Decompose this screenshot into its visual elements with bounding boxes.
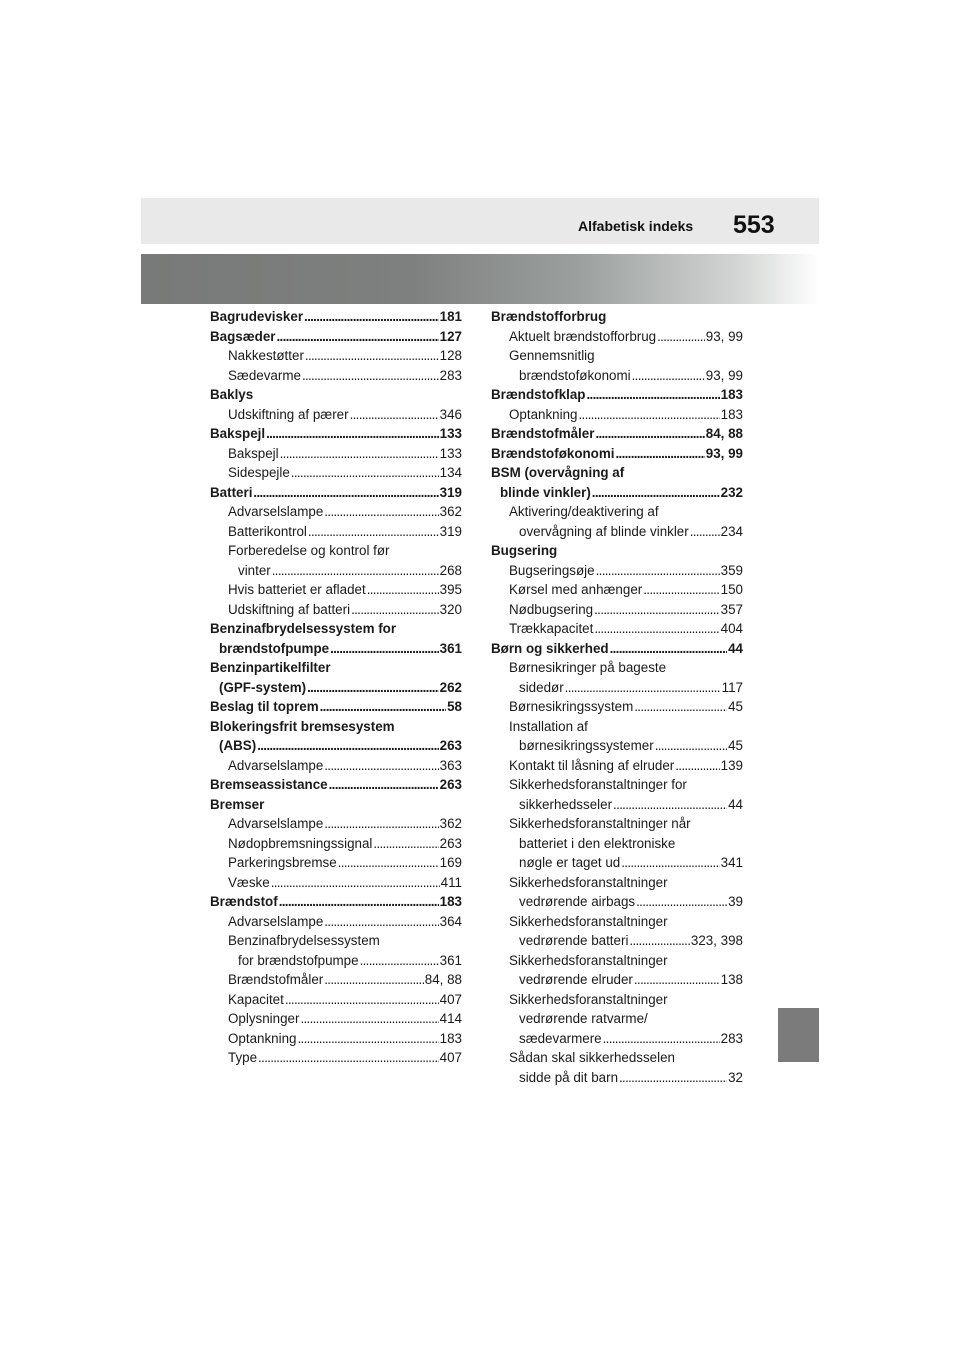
index-entry (491, 970, 743, 990)
index-entry (210, 814, 462, 834)
index-entry-page: 407 (439, 991, 462, 1007)
index-entry-page: 359 (720, 562, 743, 578)
index-entry-term: Sidespejle (228, 465, 290, 480)
dot-leader (338, 853, 439, 873)
index-entry-page: 323, 398 (690, 933, 743, 948)
index-entry-page: 133 (439, 445, 462, 461)
index-entry-term: Brændstofmåler (491, 426, 595, 441)
index-entry-page: 117 (721, 679, 743, 695)
index-entry (210, 483, 462, 503)
index-entry-page: 341 (720, 855, 743, 870)
dot-leader (360, 951, 439, 971)
index-entry (210, 522, 462, 542)
index-entry (210, 1048, 462, 1068)
index-entry (491, 463, 743, 483)
index-entry (210, 951, 462, 971)
index-entry (491, 931, 743, 951)
index-entry-page: 93, 99 (705, 367, 743, 383)
index-entry-term: for brændstofpumpe (238, 952, 359, 968)
index-entry-term: Advarselslampe (228, 816, 324, 831)
dot-leader (324, 756, 438, 776)
index-entry-page: 183 (720, 387, 743, 402)
index-column-right (491, 307, 743, 1087)
dot-leader (619, 1068, 727, 1088)
index-entry-term: sidedør (519, 679, 564, 695)
index-entry-term: Forberedelse og kontrol før (228, 543, 390, 558)
index-entry (210, 853, 462, 873)
dot-leader (285, 990, 439, 1010)
section-title: Alfabetisk indeks (578, 218, 694, 234)
index-entry (491, 678, 743, 698)
index-entry-page: 84, 88 (705, 426, 743, 441)
index-entry (210, 756, 462, 776)
index-entry-term: Sikkerhedsforanstaltninger (509, 913, 668, 929)
index-entry-term: Sikkerhedsforanstaltninger (509, 874, 668, 890)
dot-leader (351, 600, 439, 620)
index-entry-term: Nødopbremsningssignal (228, 835, 373, 851)
index-entry (210, 580, 462, 600)
dot-leader (308, 522, 439, 542)
index-entry-term: Aktivering/deaktivering af (509, 504, 659, 519)
index-entry-term: Børnesikringssystem (509, 699, 634, 714)
dot-leader (350, 405, 439, 425)
dot-leader (330, 639, 439, 659)
index-entry-term: vedrørende ratvarme/ (519, 1011, 648, 1026)
index-entry (210, 405, 462, 425)
index-entry (491, 853, 743, 873)
index-entry (210, 931, 462, 951)
dot-leader (324, 970, 424, 990)
dot-leader (690, 522, 720, 542)
index-entry-term: sædevarmere (519, 1030, 602, 1046)
index-entry (491, 717, 743, 737)
index-entry-page: 84, 88 (424, 972, 462, 987)
index-entry-term: Udskiftning af batteri (228, 601, 351, 617)
index-entry-page: 44 (728, 796, 743, 812)
index-entry-term: batteriet i den elektroniske (519, 835, 676, 851)
index-entry (491, 327, 743, 347)
index-entry (491, 600, 743, 620)
index-entry (491, 697, 743, 717)
index-entry-page: 414 (439, 1011, 462, 1026)
index-entry-term: Nakkestøtter (228, 348, 304, 363)
index-entry (491, 1029, 743, 1049)
index-entry-page: 181 (439, 309, 462, 324)
index-entry (491, 775, 743, 795)
index-entry-term: Bakspejl (228, 445, 279, 461)
dot-leader (373, 834, 438, 854)
index-entry-page: 395 (439, 582, 462, 597)
index-entry-term: Trækkapacitet (509, 621, 594, 636)
index-entry-term: vedrørende batteri (519, 933, 629, 948)
index-entry (491, 639, 743, 659)
index-entry-term: Blokeringsfrit bremsesystem (210, 718, 395, 734)
dot-leader (643, 580, 719, 600)
index-entry-term: Batteri (210, 484, 253, 500)
dot-leader (675, 756, 719, 776)
index-entry (491, 424, 743, 444)
index-entry (491, 658, 743, 678)
dot-leader (592, 483, 720, 503)
dot-leader (367, 580, 439, 600)
dot-leader (615, 444, 704, 464)
index-entry-page: 139 (720, 757, 743, 773)
index-entry-term: Brændstofmåler (228, 972, 324, 987)
index-entry-term: sikkerhedsseler (519, 796, 613, 812)
index-entry-page: 39 (728, 894, 743, 909)
index-entry-term: blinde vinkler) (500, 484, 591, 500)
index-entry-page: 234 (720, 523, 743, 539)
index-entry-page: 44 (728, 640, 743, 656)
index-entry (491, 951, 743, 971)
index-entry-page: 407 (439, 1050, 462, 1065)
dot-leader (610, 639, 728, 659)
index-entry (491, 795, 743, 815)
index-entry-term: Batterikontrol (228, 523, 307, 539)
dot-leader (298, 1029, 439, 1049)
index-entry (210, 541, 462, 561)
index-entry-page: 357 (720, 601, 743, 617)
index-entry-page: 319 (439, 484, 462, 500)
dot-leader (613, 795, 727, 815)
index-entry-page: 58 (447, 699, 462, 714)
dot-leader (595, 424, 704, 444)
index-entry-page: 169 (439, 855, 462, 870)
section-side-tab (778, 1008, 819, 1062)
index-entry-term: nøgle er taget ud (519, 855, 621, 870)
index-entry (210, 658, 462, 678)
index-entry-term: brændstofpumpe (219, 640, 330, 656)
index-entry-page: 183 (439, 1030, 462, 1046)
index-entry-page: 127 (439, 328, 462, 344)
index-entry (210, 775, 462, 795)
index-entry-page: 364 (439, 913, 462, 929)
index-entry (491, 366, 743, 386)
index-entry-term: overvågning af blinde vinkler (519, 523, 689, 539)
dot-leader (258, 1048, 439, 1068)
index-entry-term: Oplysninger (228, 1011, 300, 1026)
index-entry (210, 385, 462, 405)
index-entry-term: Sikkerhedsforanstaltninger (509, 991, 668, 1007)
dot-leader (596, 561, 720, 581)
index-entry (491, 990, 743, 1010)
index-entry (210, 327, 462, 347)
index-entry-term: Bugseringsøje (509, 562, 595, 578)
index-entry-term: Sådan skal sikkerhedsselen (509, 1050, 675, 1065)
index-entry (491, 522, 743, 542)
index-entry-page: 320 (439, 601, 462, 617)
dot-leader (257, 736, 438, 756)
index-entry-term: Installation af (509, 718, 588, 734)
page-number: 553 (733, 211, 775, 239)
index-entry-page: 283 (720, 1030, 743, 1046)
index-entry-term: Sædevarme (228, 367, 301, 383)
index-entry-page: 93, 99 (705, 445, 743, 461)
index-entry-term: Sikkerhedsforanstaltninger for (509, 777, 687, 792)
dot-leader (324, 912, 438, 932)
index-entry-term: Bremser (210, 796, 265, 812)
index-entry (210, 600, 462, 620)
index-entry-term: Gennemsnitlig (509, 348, 595, 363)
index-entry-term: Benzinpartikelfilter (210, 660, 331, 675)
index-entry-term: vedrørende elruder (519, 972, 633, 987)
index-entry (210, 678, 462, 698)
index-entry (210, 444, 462, 464)
dot-leader (307, 678, 439, 698)
index-entry-term: Optankning (509, 406, 578, 422)
index-entry (491, 619, 743, 639)
index-entry (210, 970, 462, 990)
index-entry-term: Bugsering (491, 543, 558, 558)
index-entry-page: 268 (439, 562, 462, 578)
index-entry (210, 502, 462, 522)
index-entry-page: 262 (439, 679, 462, 695)
index-entry (491, 502, 743, 522)
index-entry-term: Børnesikringer på bageste (509, 660, 667, 675)
index-entry (491, 892, 743, 912)
dot-leader (621, 853, 719, 873)
index-entry-page: 411 (440, 874, 462, 890)
index-entry-term: (GPF-system) (219, 679, 307, 695)
index-entry-page: 93, 99 (705, 328, 743, 344)
dot-leader (587, 385, 720, 405)
dot-leader (280, 444, 439, 464)
index-entry (210, 892, 462, 912)
dot-leader (603, 1029, 720, 1049)
index-entry-term: Brændstofklap (491, 387, 586, 402)
dot-leader (253, 483, 438, 503)
index-entry-term: brændstoføkonomi (519, 367, 631, 383)
dot-leader (634, 697, 727, 717)
index-entry (210, 561, 462, 581)
index-entry (210, 717, 462, 737)
gradient-banner (141, 254, 819, 304)
index-entry (210, 990, 462, 1010)
index-entry-page: 150 (720, 582, 743, 597)
index-entry (491, 1048, 743, 1068)
index-entry (491, 912, 743, 932)
dot-leader (636, 892, 727, 912)
index-entry (491, 483, 743, 503)
index-entry (491, 346, 743, 366)
index-entry-term: Udskiftning af pærer (228, 406, 349, 422)
index-entry-page: 263 (439, 777, 462, 792)
index-entry-term: Kapacitet (228, 991, 284, 1007)
index-entry (491, 561, 743, 581)
index-entry-page: 361 (439, 640, 462, 656)
index-entry-page: 45 (728, 738, 743, 753)
dot-leader (324, 502, 438, 522)
index-entry-term: Sikkerhedsforanstaltninger (509, 952, 668, 968)
index-entry (210, 873, 462, 893)
dot-leader (291, 463, 439, 483)
index-entry (210, 834, 462, 854)
index-entry-term: Brændstofforbrug (491, 309, 607, 324)
dot-leader (277, 327, 439, 347)
index-entry-term: Bagrudevisker (210, 309, 304, 324)
index-entry-term: Brændstoføkonomi (491, 445, 615, 461)
dot-leader (579, 405, 720, 425)
index-entry (491, 307, 743, 327)
index-entry-term: Parkeringsbremse (228, 855, 337, 870)
index-entry (210, 639, 462, 659)
index-entry (210, 619, 462, 639)
index-entry-term: Kontakt til låsning af elruder (509, 757, 675, 773)
dot-leader (594, 619, 719, 639)
index-entry (491, 834, 743, 854)
index-entry-term: Advarselslampe (228, 913, 324, 929)
index-entry-term: Børn og sikkerhed (491, 640, 609, 656)
dot-leader (634, 970, 720, 990)
index-entry-page: 319 (439, 523, 462, 539)
index-entry (210, 366, 462, 386)
dot-leader (305, 346, 439, 366)
index-entry-term: Hvis batteriet er afladet (228, 582, 366, 597)
index-entry-term: Bremseassistance (210, 777, 328, 792)
index-entry-page: 346 (439, 406, 462, 422)
index-entry (491, 756, 743, 776)
index-entry (210, 912, 462, 932)
index-entry (210, 697, 462, 717)
index-entry (491, 444, 743, 464)
index-entry-term: vinter (238, 562, 271, 578)
index-entry-page: 45 (728, 699, 743, 714)
dot-leader (266, 424, 439, 444)
dot-leader (304, 307, 439, 327)
dot-leader (632, 366, 705, 386)
index-entry-term: Baklys (210, 387, 254, 402)
index-entry-page: 134 (439, 465, 462, 480)
index-entry (491, 405, 743, 425)
index-entry (491, 736, 743, 756)
index-entry (210, 1009, 462, 1029)
index-entry-term: vedrørende airbags (519, 894, 636, 909)
index-entry-term: Brændstof (210, 894, 278, 909)
dot-leader (329, 775, 439, 795)
index-entry-page: 32 (728, 1069, 743, 1085)
index-entry-term: Advarselslampe (228, 757, 324, 773)
index-entry-term: børnesikringssystemer (519, 738, 654, 753)
index-entry (491, 541, 743, 561)
index-entry (210, 1029, 462, 1049)
index-entry-term: Bagsæder (210, 328, 276, 344)
index-entry-term: Benzinafbrydelsessystem for (210, 621, 397, 636)
index-entry-page: 138 (720, 972, 743, 987)
index-entry-page: 183 (439, 894, 462, 909)
index-entry (491, 580, 743, 600)
index-entry (491, 814, 743, 834)
index-entry-term: Type (228, 1050, 258, 1065)
index-entry-page: 133 (439, 426, 462, 441)
index-entry-term: Optankning (228, 1030, 297, 1046)
index-entry-term: Væske (228, 874, 270, 890)
index-entry (210, 736, 462, 756)
dot-leader (272, 561, 439, 581)
dot-leader (655, 736, 727, 756)
dot-leader (324, 814, 438, 834)
index-entry-page: 183 (720, 406, 743, 422)
index-entry (210, 307, 462, 327)
index-entry (491, 873, 743, 893)
index-entry-page: 363 (439, 757, 462, 773)
index-entry-term: BSM (overvågning af (491, 465, 625, 480)
index-entry-page: 283 (439, 367, 462, 383)
index-entry-term: Aktuelt brændstofforbrug (509, 328, 657, 344)
index-entry (210, 424, 462, 444)
index-entry-term: sidde på dit barn (519, 1069, 619, 1085)
dot-leader (300, 1009, 438, 1029)
index-entry-term: Advarselslampe (228, 504, 324, 519)
index-entry (210, 346, 462, 366)
index-entry-term: Kørsel med anhænger (509, 582, 643, 597)
dot-leader (279, 892, 439, 912)
index-entry-term: (ABS) (219, 738, 257, 753)
index-entry-term: Nødbugsering (509, 601, 594, 617)
dot-leader (565, 678, 721, 698)
index-entry (491, 1009, 743, 1029)
index-entry-page: 362 (439, 816, 462, 831)
dot-leader (302, 366, 439, 386)
dot-leader (271, 873, 440, 893)
index-entry-page: 404 (720, 621, 743, 636)
header-band (141, 198, 819, 244)
index-entry-term: Bakspejl (210, 426, 266, 441)
index-entry (210, 795, 462, 815)
dot-leader (629, 931, 689, 951)
index-entry-page: 263 (439, 738, 462, 753)
index-entry-term: Beslag til toprem (210, 699, 319, 714)
index-entry (210, 463, 462, 483)
dot-leader (320, 697, 446, 717)
index-entry-page: 232 (720, 484, 743, 500)
index-entry-page: 128 (439, 348, 462, 363)
index-entry-page: 263 (439, 835, 462, 851)
index-entry-page: 361 (439, 952, 462, 968)
dot-leader (594, 600, 720, 620)
index-entry-term: Benzinafbrydelsessystem (228, 933, 380, 948)
index-entry (491, 385, 743, 405)
index-column-left (210, 307, 462, 1068)
index-entry (491, 1068, 743, 1088)
index-entry-page: 362 (439, 504, 462, 519)
index-entry-term: Sikkerhedsforanstaltninger når (509, 816, 691, 831)
dot-leader (657, 327, 705, 347)
